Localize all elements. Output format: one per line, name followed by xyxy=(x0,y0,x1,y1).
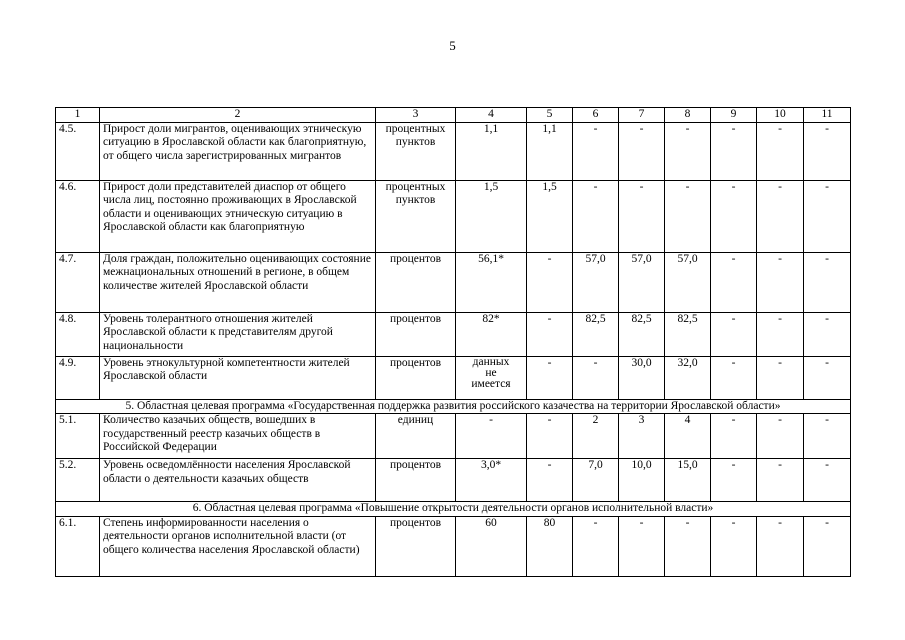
indicator-value: - xyxy=(527,414,573,459)
section-title: 6. Областная целевая программа «Повышение открытости деятельности органов исполнительной власти» xyxy=(56,502,851,517)
indicator-value: - xyxy=(757,180,804,252)
indicator-value: - xyxy=(711,180,757,252)
indicator-value: - xyxy=(619,180,665,252)
indicator-value: - xyxy=(804,459,851,502)
unit-of-measure: процентов xyxy=(376,516,456,576)
indicator-name: Прирост доли представителей диаспор от общего числа лиц, постоянно проживающих в Ярославской области и оценивающих этническую ситуацию в Ярославской области как благоприятную xyxy=(100,180,376,252)
indicator-value: - xyxy=(804,122,851,180)
indicator-number: 4.5. xyxy=(56,122,100,180)
indicator-number: 5.1. xyxy=(56,414,100,459)
indicator-value: 7,0 xyxy=(573,459,619,502)
column-number-header: 11 xyxy=(804,108,851,123)
column-number-header: 5 xyxy=(527,108,573,123)
indicator-name: Количество казачьих обществ, вошедших в государственный реестр казачьих обществ в Российской Федерации xyxy=(100,414,376,459)
indicator-value: 1,5 xyxy=(456,180,527,252)
table-row xyxy=(56,122,851,180)
indicator-value: - xyxy=(573,180,619,252)
indicator-value: - xyxy=(573,122,619,180)
indicator-value: 3 xyxy=(619,414,665,459)
no-data-label: данных не имеется xyxy=(471,355,511,390)
column-number-header: 9 xyxy=(711,108,757,123)
indicator-value: - xyxy=(757,122,804,180)
section-row xyxy=(56,502,851,517)
indicator-value xyxy=(456,356,527,399)
column-number-header: 8 xyxy=(665,108,711,123)
indicator-value: 3,0* xyxy=(456,459,527,502)
table-row xyxy=(56,459,851,502)
indicator-name: Степень информированности населения о деятельности органов исполнительной власти (от общего количества населения Ярославской области) xyxy=(100,516,376,576)
indicator-value: - xyxy=(711,516,757,576)
table-row xyxy=(56,414,851,459)
indicator-value: - xyxy=(665,122,711,180)
indicator-value: - xyxy=(757,312,804,356)
indicator-value: 1,1 xyxy=(527,122,573,180)
unit-of-measure: процентных пунктов xyxy=(376,180,456,252)
indicator-value: 2 xyxy=(573,414,619,459)
indicator-value: - xyxy=(573,356,619,399)
indicator-value: - xyxy=(804,414,851,459)
indicator-value: - xyxy=(757,252,804,312)
indicator-value: 56,1* xyxy=(456,252,527,312)
unit-of-measure: единиц xyxy=(376,414,456,459)
indicator-number: 4.9. xyxy=(56,356,100,399)
indicator-value: 4 xyxy=(665,414,711,459)
indicator-value: - xyxy=(665,180,711,252)
indicator-value: - xyxy=(804,180,851,252)
indicator-value: 82* xyxy=(456,312,527,356)
indicator-value: - xyxy=(711,356,757,399)
indicator-value: - xyxy=(619,516,665,576)
indicator-name: Доля граждан, положительно оценивающих состояние межнациональных отношений в регионе, в общем количестве жителей Ярославской области xyxy=(100,252,376,312)
column-number-header: 3 xyxy=(376,108,456,123)
indicator-name: Уровень толерантного отношения жителей Ярославской области к представителям другой национальности xyxy=(100,312,376,356)
unit-of-measure: процентов xyxy=(376,459,456,502)
indicator-value: - xyxy=(804,252,851,312)
column-number-header: 10 xyxy=(757,108,804,123)
indicator-value: - xyxy=(527,312,573,356)
section-title: 5. Областная целевая программа «Государственная поддержка развития российского казачества на территории Ярославской области» xyxy=(56,399,851,414)
indicator-value: - xyxy=(711,459,757,502)
table-row xyxy=(56,516,851,576)
unit-of-measure: процентов xyxy=(376,356,456,399)
indicator-name: Уровень этнокультурной компетентности жителей Ярославской области xyxy=(100,356,376,399)
table-row xyxy=(56,252,851,312)
unit-of-measure: процентов xyxy=(376,312,456,356)
column-number-header: 2 xyxy=(100,108,376,123)
unit-of-measure: процентных пунктов xyxy=(376,122,456,180)
indicator-value: 15,0 xyxy=(665,459,711,502)
indicator-value: - xyxy=(757,459,804,502)
indicator-value: 1,5 xyxy=(527,180,573,252)
indicator-value: - xyxy=(527,459,573,502)
indicator-number: 4.6. xyxy=(56,180,100,252)
indicator-value: - xyxy=(804,356,851,399)
indicator-value: - xyxy=(711,414,757,459)
indicator-value: 82,5 xyxy=(573,312,619,356)
column-number-header: 1 xyxy=(56,108,100,123)
indicator-value: - xyxy=(456,414,527,459)
table-header-row xyxy=(56,108,851,123)
table-row xyxy=(56,312,851,356)
indicator-value: 82,5 xyxy=(619,312,665,356)
indicator-number: 4.8. xyxy=(56,312,100,356)
section-row xyxy=(56,399,851,414)
indicator-value: - xyxy=(527,356,573,399)
indicator-value: - xyxy=(757,414,804,459)
indicator-value: - xyxy=(665,516,711,576)
page-number: 5 xyxy=(449,38,456,53)
unit-of-measure: процентов xyxy=(376,252,456,312)
column-number-header: 4 xyxy=(456,108,527,123)
table-row xyxy=(56,356,851,399)
column-number-header: 6 xyxy=(573,108,619,123)
indicator-value: - xyxy=(573,516,619,576)
indicator-value: - xyxy=(757,356,804,399)
indicator-value: 82,5 xyxy=(665,312,711,356)
column-number-header: 7 xyxy=(619,108,665,123)
indicator-value: 57,0 xyxy=(573,252,619,312)
indicator-value: - xyxy=(804,312,851,356)
indicator-value: 60 xyxy=(456,516,527,576)
indicator-number: 6.1. xyxy=(56,516,100,576)
indicator-value: - xyxy=(804,516,851,576)
indicator-name: Уровень осведомлённости населения Ярославской области о деятельности казачьих обществ xyxy=(100,459,376,502)
indicator-value: - xyxy=(527,252,573,312)
table-row xyxy=(56,180,851,252)
indicator-value: 1,1 xyxy=(456,122,527,180)
indicator-value: 32,0 xyxy=(665,356,711,399)
indicator-value: - xyxy=(711,122,757,180)
indicators-table xyxy=(55,107,851,577)
indicator-number: 5.2. xyxy=(56,459,100,502)
indicator-value: - xyxy=(711,252,757,312)
indicator-name: Прирост доли мигрантов, оценивающих этническую ситуацию в Ярославской области как благоприятную, от общего числа зарегистрированных мигрантов xyxy=(100,122,376,180)
indicator-value: - xyxy=(619,122,665,180)
indicator-value: 80 xyxy=(527,516,573,576)
indicator-number: 4.7. xyxy=(56,252,100,312)
indicator-value: 57,0 xyxy=(665,252,711,312)
indicator-value: 10,0 xyxy=(619,459,665,502)
indicator-value: 57,0 xyxy=(619,252,665,312)
indicator-value: - xyxy=(757,516,804,576)
indicator-value: - xyxy=(711,312,757,356)
indicator-value: 30,0 xyxy=(619,356,665,399)
